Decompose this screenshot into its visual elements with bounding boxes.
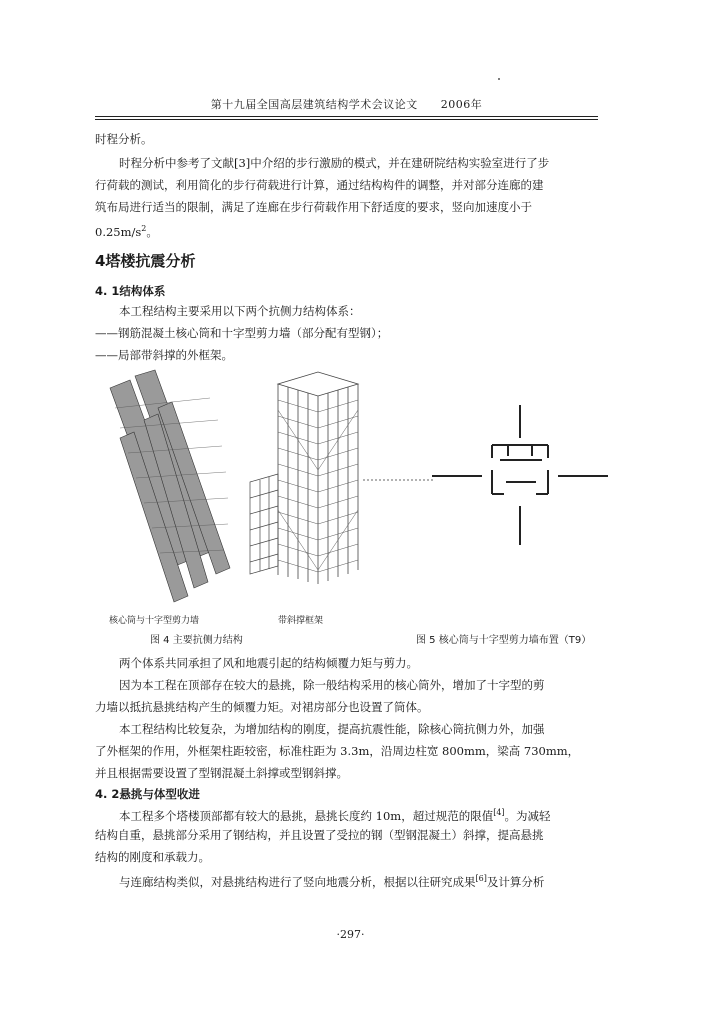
text-span: 本工程多个塔楼顶部都有较大的悬挑，悬挑长度约 10m，超过规范的限值: [119, 808, 494, 823]
paragraph-line: 并且根据需要设置了型钢混凝土斜撑或型钢斜撑。: [95, 766, 348, 780]
list-item: ——钢筋混凝土核心筒和十字型剪力墙（部分配有型钢）；: [95, 326, 389, 340]
paragraph-line: 时程分析中参考了文献[3]中介绍的步行激励的模式，并在建研院结构实验室进行了步: [119, 156, 550, 170]
core-wall-3d-figure: [100, 368, 240, 608]
paragraph-line: 筑布局进行适当的限制，满足了连廊在步行荷载作用下舒适度的要求，竖向加速度小于: [95, 200, 532, 214]
acceleration-value: 0.25m/s: [95, 224, 142, 239]
citation: [4]: [493, 808, 505, 817]
paragraph-line: 了外框架的作用，外框架柱距较密，标准柱距为 3.3m，沿周边柱宽 800mm，梁高 730mm，: [95, 744, 580, 758]
paragraph-line: 本工程结构比较复杂，为增加结构的刚度，提高抗震性能，除核心筒抗侧力外，加强: [119, 722, 545, 736]
paragraph-line: [95, 868, 598, 893]
citation: [6]: [475, 874, 487, 883]
figure-4-caption: 图 4 主要抗侧力结构: [150, 635, 243, 646]
core-wall-plan-figure: [432, 400, 612, 550]
figure-label-braced-frame: 带斜撑框架: [278, 616, 324, 626]
paragraph-line: 结构的刚度和承载力。: [95, 850, 210, 864]
paragraph-line: 本工程结构主要采用以下两个抗侧力结构体系：: [119, 304, 361, 318]
subsection-heading: 4. 1结构体系: [95, 284, 166, 298]
braced-frame-3d-figure: [248, 370, 363, 585]
paragraph-line: 两个体系共同承担了风和地震引起的结构倾覆力矩与剪力。: [119, 656, 418, 670]
text-span: 。为减轻: [504, 808, 551, 823]
text-span: 及计算分析: [486, 874, 545, 889]
running-header: 第十九届全国高层建筑结构学术会议论文 2006年: [210, 98, 483, 111]
header-rule-thin: [95, 119, 598, 120]
paragraph-continuation: 时程分析。: [95, 132, 153, 146]
paragraph-line: 行荷载的测试，利用简化的步行荷载进行计算，通过结构构件的调整，并对部分连廊的建: [95, 178, 544, 192]
text-span: 与连廊结构类似，对悬挑结构进行了竖向地震分析，根据以往研究成果: [119, 874, 476, 889]
paragraph-line: [95, 218, 598, 243]
paragraph-line: 力墙以抵抗悬挑结构产生的倾覆力矩。对裙房部分也设置了筒体。: [95, 700, 429, 714]
section-heading: 4塔楼抗震分析: [95, 252, 196, 270]
period: 。: [146, 224, 158, 239]
figure-5-caption: 图 5 核心筒与十字型剪力墙布置（T9）: [416, 635, 592, 646]
exponent: 2: [141, 224, 147, 233]
paragraph-line: 因为本工程在顶部存在较大的悬挑，除一般结构采用的核心筒外，增加了十字型的剪: [119, 678, 545, 692]
scan-speck: [498, 78, 500, 80]
paragraph-line: 结构自重，悬挑部分采用了钢结构，并且设置了受拉的钢（型钢混凝土）斜撑，提高悬挑: [95, 828, 544, 842]
subsection-heading: 4. 2悬挑与体型收进: [95, 787, 200, 801]
page-number: ·297·: [336, 928, 365, 941]
header-rule: [95, 116, 598, 117]
figure-label-core-walls: 核心筒与十字型剪力墙: [109, 616, 200, 626]
dotted-leader-line: [363, 478, 435, 482]
list-item: ——局部带斜撑的外框架。: [95, 348, 233, 362]
